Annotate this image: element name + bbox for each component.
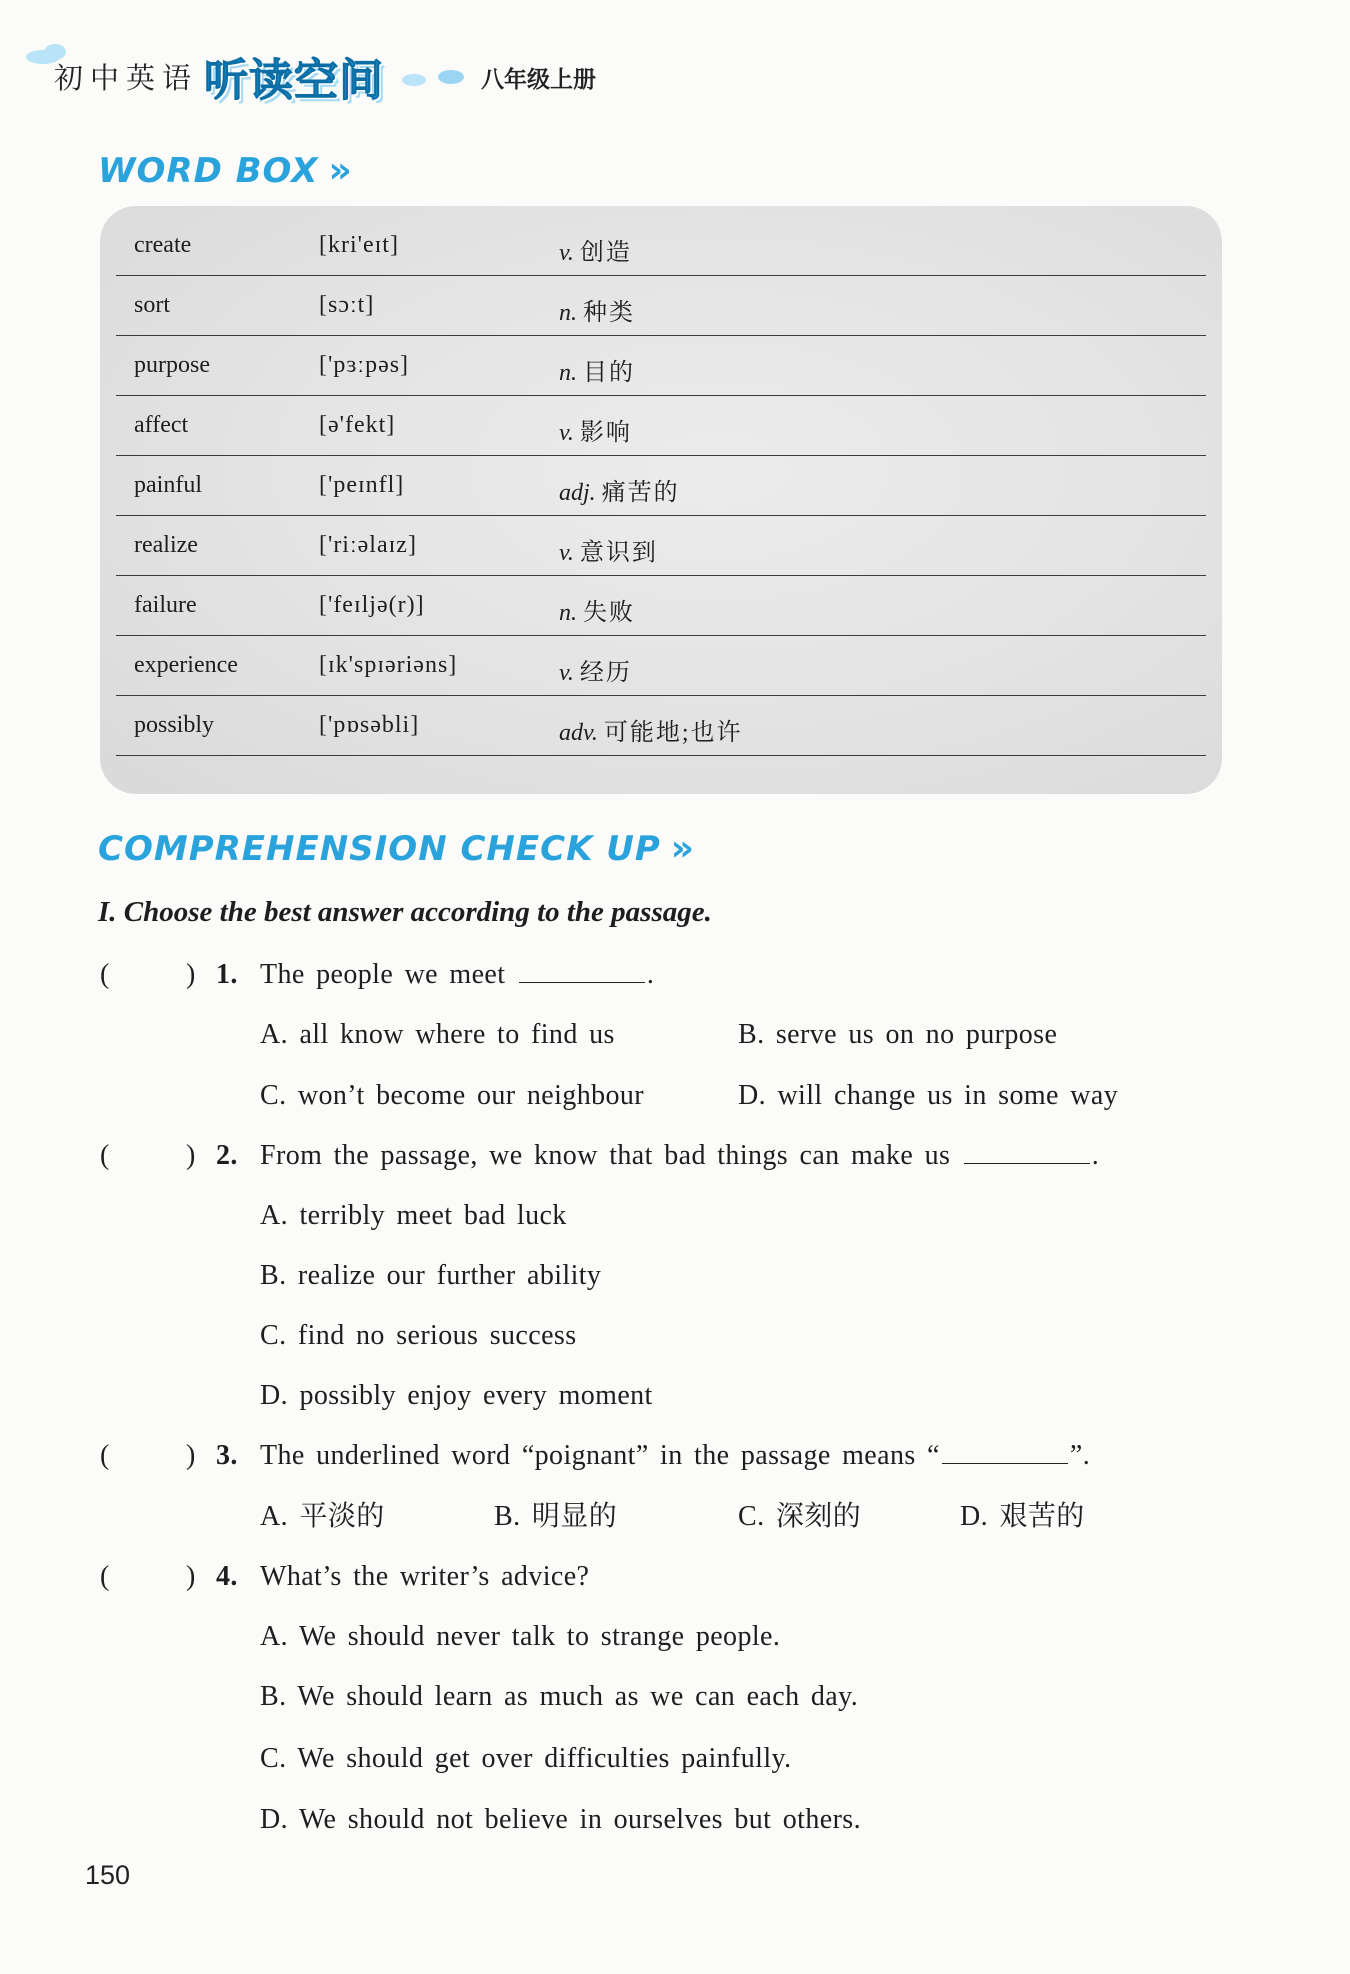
double-chevron-right-icon: » [670,828,696,869]
word: painful [134,472,202,498]
option-text: 平淡的 [299,1501,385,1532]
option-letter: B. [260,1260,287,1291]
option-c [738,1487,861,1547]
question-1 [0,945,1350,1005]
option-text: realize our further ability [297,1260,602,1291]
part-of-speech: adj. [559,480,596,506]
options-row [0,1487,1350,1547]
chinese-meaning: 创造 [579,240,632,266]
page-number: 150 [85,1860,131,1890]
question-stem: What’s the writer’s advice? [260,1561,590,1592]
option-text: We should not believe in ourselves but others. [298,1804,861,1835]
option-a [260,1487,385,1547]
answer-bracket-open: ( [100,1140,110,1171]
option-letter: D. [260,1380,289,1411]
option-letter: C. [738,1501,765,1532]
option-a [260,1005,615,1065]
double-chevron-right-icon: » [328,150,353,191]
option-letter: D. [960,1501,989,1532]
question-number: 4. [216,1561,238,1592]
question-number: 2. [216,1140,238,1171]
phonetic: ['riːəlaɪz] [319,532,417,558]
answer-bracket-close: ) [186,1561,196,1592]
part-of-speech: v. [559,660,574,686]
part-of-speech: n. [559,360,577,386]
option-b [260,1667,858,1727]
chinese-meaning: 可能地;也许 [603,720,743,746]
word-row [116,216,1206,276]
option-letter: A. [260,1200,289,1231]
option-text: find no serious success [297,1320,577,1351]
word: purpose [134,352,210,378]
question-number: 1. [216,959,238,990]
word: sort [134,292,170,318]
options-row [0,1066,1350,1126]
word-row [116,516,1206,576]
comprehension-title [98,828,695,869]
answer-blank [964,1141,1090,1164]
bullet-icon [438,70,464,84]
meaning [559,472,680,507]
option-d [960,1487,1085,1547]
option-b [738,1005,1057,1065]
part-of-speech: n. [559,300,577,326]
part-of-speech: v. [559,420,574,446]
option-a [260,1607,780,1667]
options-row [0,1607,1350,1667]
chinese-meaning: 痛苦的 [601,480,680,506]
word: failure [134,592,197,618]
option-text: all know where to find us [299,1019,615,1050]
grade-label: 八年级上册 [481,67,596,93]
options-row [0,1366,1350,1426]
chinese-meaning: 经历 [579,660,632,686]
word-box-title-text: WORD BOX [98,151,319,191]
part-of-speech: n. [559,600,577,626]
word-row [116,576,1206,636]
options-row [0,1667,1350,1727]
option-text: won’t become our neighbour [297,1080,645,1111]
option-d [260,1366,653,1426]
word: experience [134,652,238,678]
meaning [559,652,632,687]
question-3 [0,1426,1350,1486]
option-text: terribly meet bad luck [299,1200,567,1231]
chinese-meaning: 影响 [579,420,632,446]
option-text: We should get over difficulties painfully. [297,1743,792,1774]
question-2 [0,1126,1350,1186]
answer-bracket-open: ( [100,959,110,990]
options-row [0,1729,1350,1789]
part-of-speech: adv. [559,720,598,746]
answer-bracket-open: ( [100,1561,110,1592]
word: realize [134,532,198,558]
option-letter: A. [260,1621,289,1652]
meaning [559,532,658,567]
option-a [260,1186,567,1246]
option-c [260,1729,792,1789]
instruction: I. Choose the best answer according to the passage. [98,896,712,928]
option-letter: D. [260,1804,289,1835]
word-box-table [100,206,1222,794]
option-text: 明显的 [531,1501,618,1532]
options-row [0,1306,1350,1366]
question-stem [260,1126,1099,1186]
phonetic: ['feɪljə(r)] [319,592,425,618]
option-letter: A. [260,1019,289,1050]
question-stem [260,945,654,1005]
series-logo: 听读空间 [204,55,384,106]
cloud-decoration [402,74,426,86]
word-row [116,636,1206,696]
answer-blank [519,960,645,983]
options-row [0,1246,1350,1306]
part-of-speech: v. [559,240,574,266]
meaning [559,352,635,387]
word-row [116,336,1206,396]
phonetic: [ɪk'spɪəriəns] [319,652,458,678]
word: possibly [134,712,215,738]
word-row [116,456,1206,516]
chinese-meaning: 意识到 [579,540,658,566]
chinese-meaning: 目的 [583,360,635,386]
word-row [116,276,1206,336]
option-d [260,1790,861,1850]
word-box-title [98,150,353,191]
answer-bracket-close: ) [186,1140,196,1171]
part-of-speech: v. [559,540,574,566]
comprehension-title-text: COMPREHENSION CHECK UP [98,829,661,869]
option-c [260,1066,644,1126]
option-b [494,1487,617,1547]
answer-bracket-close: ) [186,959,196,990]
answer-blank [942,1441,1068,1464]
question-4 [0,1547,1350,1607]
question-number: 3. [216,1440,238,1471]
options-row [0,1005,1350,1065]
phonetic: ['pɒsəbli] [319,712,420,738]
option-text: We should never talk to strange people. [298,1621,781,1652]
meaning [559,592,635,627]
meaning [559,232,632,267]
phonetic: ['peɪnfl] [319,472,405,498]
option-text: 艰苦的 [999,1501,1085,1532]
stem-text: . [1091,1140,1100,1171]
phonetic: [kri'eɪt] [319,232,399,258]
option-text: We should learn as much as we can each day. [297,1681,859,1712]
series-title: 初中英语 [54,61,199,95]
option-text: will change us in some way [777,1080,1119,1111]
option-text: 深刻的 [775,1501,862,1532]
option-letter: C. [260,1743,287,1774]
options-row [0,1790,1350,1850]
options-row [0,1186,1350,1246]
phonetic: [sɔːt] [319,292,375,318]
option-b [260,1246,601,1306]
option-letter: C. [260,1320,287,1351]
meaning [559,712,743,747]
phonetic: [ə'fekt] [319,412,396,438]
stem-text: ”. [1069,1440,1091,1471]
meaning [559,292,635,327]
option-letter: C. [260,1080,287,1111]
word: affect [134,412,189,438]
option-c [260,1306,577,1366]
chinese-meaning: 种类 [583,300,635,326]
word: create [134,232,192,258]
stem-text: . [646,959,655,990]
option-letter: B. [260,1681,287,1712]
answer-bracket-open: ( [100,1440,110,1471]
option-letter: D. [738,1080,767,1111]
stem-text: The underlined word “poignant” in the passage means “ [260,1440,940,1471]
stem-text: The people we meet [260,959,506,990]
word-row [116,696,1206,756]
question-stem [260,1426,1090,1486]
option-d [738,1066,1118,1126]
word-row [116,396,1206,456]
answer-bracket-close: ) [186,1440,196,1471]
meaning [559,412,632,447]
phonetic: ['pɜːpəs] [319,352,410,378]
option-letter: B. [494,1501,521,1532]
stem-text: From the passage, we know that bad things can make us [260,1140,951,1171]
option-text: possibly enjoy every moment [299,1380,653,1411]
option-letter: A. [260,1501,289,1532]
option-text: serve us on no purpose [775,1019,1058,1050]
chinese-meaning: 失败 [583,600,635,626]
option-letter: B. [738,1019,765,1050]
